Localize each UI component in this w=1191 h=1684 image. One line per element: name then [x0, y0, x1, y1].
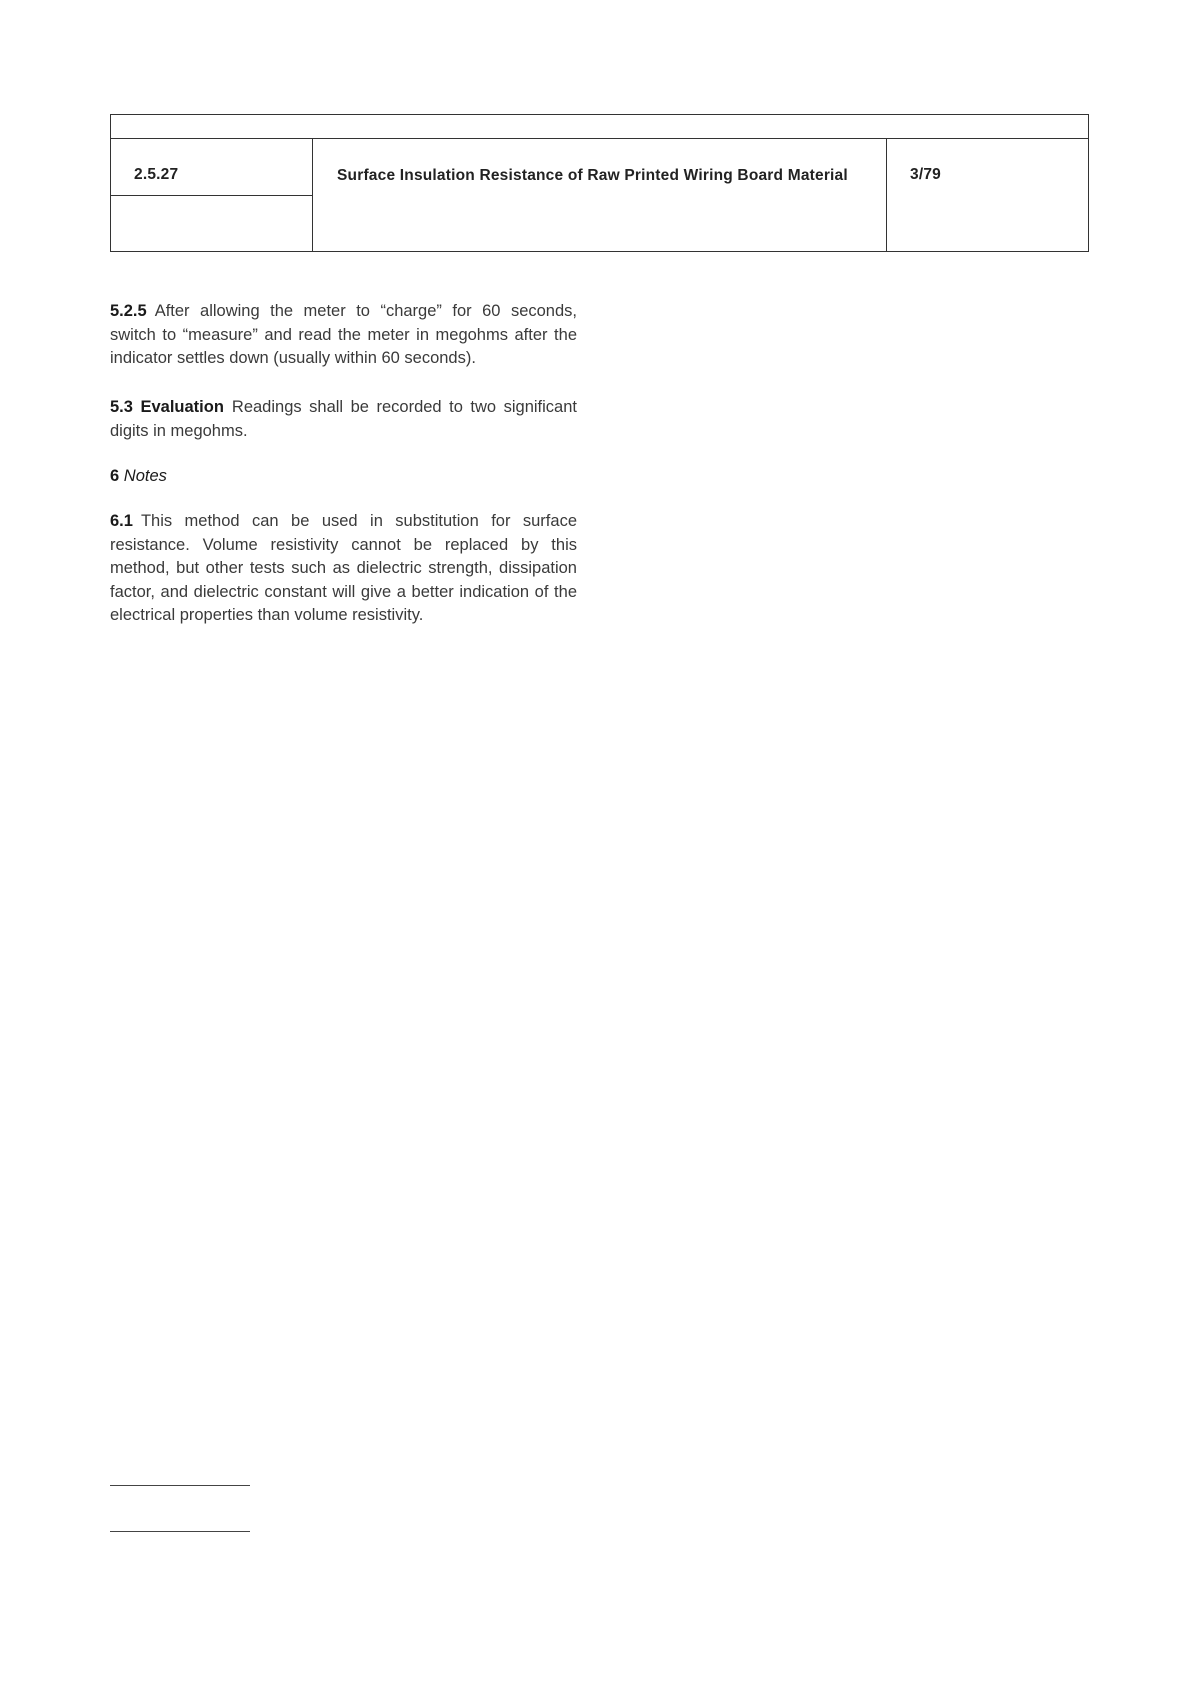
paragraph-text: After allowing the meter to “charge” for 60 seconds, switch to “measure” and read the meter in megohms after the indicator settles down (usually within 60 seconds).	[110, 302, 577, 367]
header-page-cell	[887, 139, 1088, 251]
section-number-6: 6	[110, 467, 120, 485]
paragraph-6-1	[110, 510, 577, 628]
paragraph-text: This method can be used in substitution for surface resistance. Volume resistivity cannot be replaced by this method, but other tests such as dielectric strength, dissipation factor, and dielectric constant will give a better indication of the electrical properties than volume resistivity.	[110, 512, 577, 624]
header-title-cell	[313, 139, 887, 251]
section-title-notes: Notes	[123, 467, 167, 485]
document-title: Surface Insulation Resistance of Raw Printed Wiring Board Material	[337, 167, 848, 184]
paragraph-5-3	[110, 396, 577, 443]
header-number-cell	[111, 139, 313, 251]
paragraph-label: 6.1	[110, 512, 133, 530]
paragraph-label: 5.2.5	[110, 302, 147, 320]
document-header-table	[110, 114, 1089, 252]
section-6-heading	[110, 465, 577, 489]
page-reference: 3/79	[910, 166, 941, 183]
footnote-rule	[110, 1485, 250, 1486]
footnote-rule	[110, 1531, 250, 1532]
header-top-strip	[111, 115, 1088, 139]
paragraph-text: Readings shall be recorded to two significant digits in megohms.	[110, 398, 577, 440]
section-number: 2.5.27	[134, 166, 179, 183]
paragraph-5-2-5	[110, 300, 577, 371]
paragraph-label: 5.3 Evaluation	[110, 398, 224, 416]
